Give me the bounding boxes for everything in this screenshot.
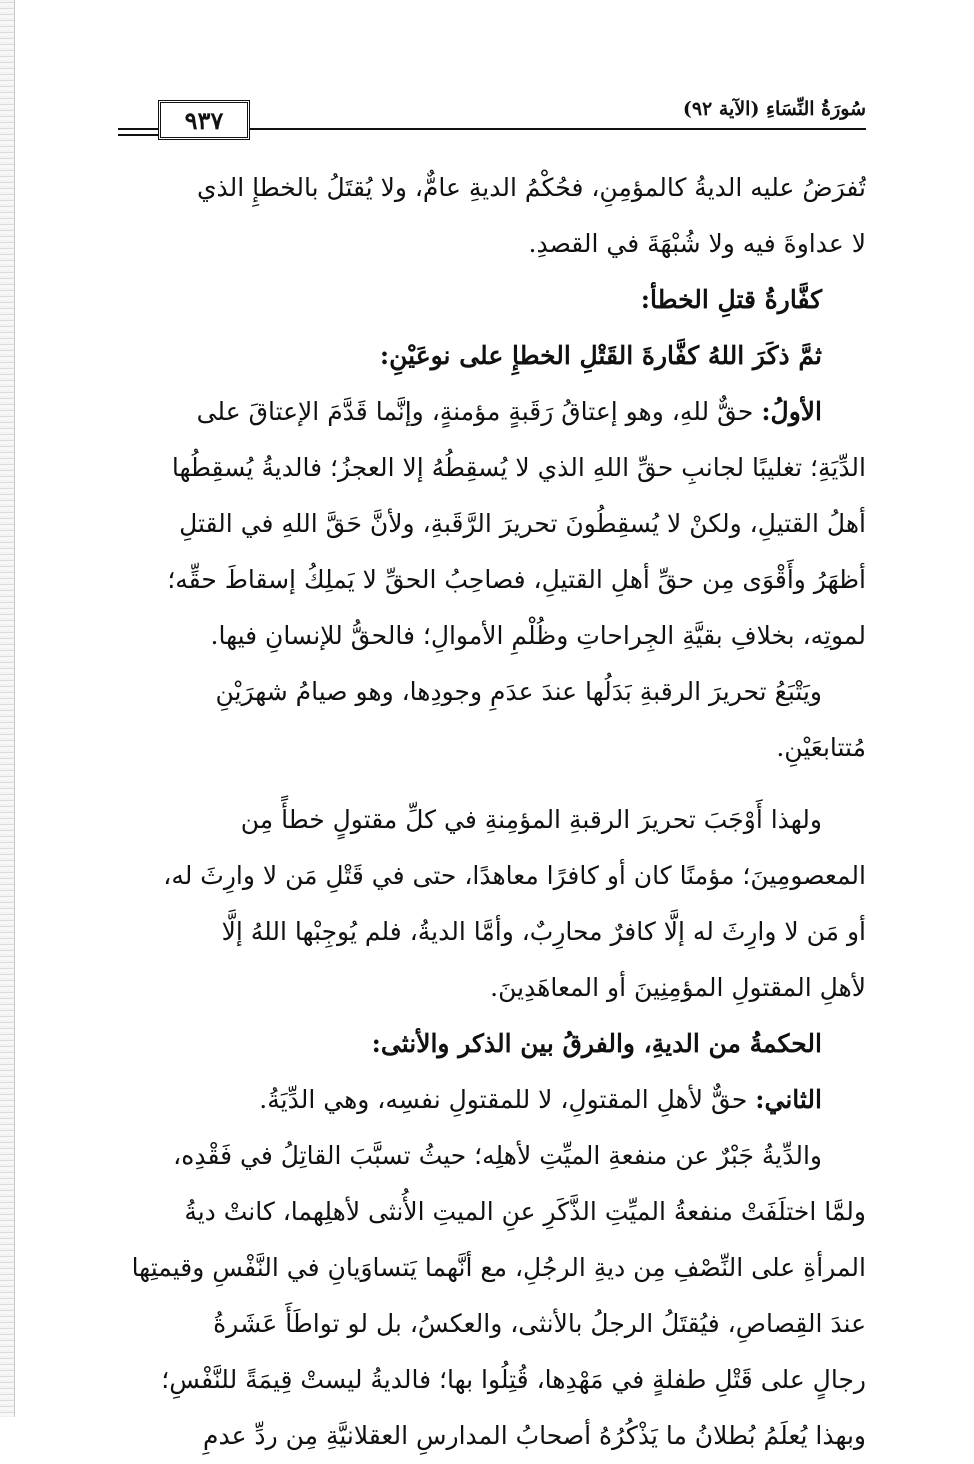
text-line: الدِّيَةِ؛ تغليبًا لجانبِ حقِّ اللهِ الذي لا يُسقِطُهُ إلا العجزُ؛ فالديةُ يُسقِطُها (171, 453, 866, 482)
text-line: المعصومِينَ؛ مؤمنًا كان أو كافرًا معاهدًا، حتى في قَتْلِ مَن لا وارِثَ له، (163, 861, 866, 890)
point-label: الأولُ: (761, 397, 822, 426)
section-heading: الحكمةُ من الديةِ، والفرقُ بين الذكر والأنثى: (371, 1029, 822, 1058)
point-text: حقٌّ لأهلِ المقتولِ، لا للمقتولِ نفسِه، وهي الدِّيَةُ. (259, 1085, 756, 1114)
text-line (118, 384, 866, 440)
point-label: الثاني: (755, 1085, 822, 1114)
text-line: ولمَّا اختلَفَتْ منفعةُ الميِّتِ الذَّكَرِ عنِ الميتِ الأُنثى لأهلِهما، كانتْ ديةُ (184, 1197, 866, 1226)
text-line: ولهذا أَوْجَبَ تحريرَ الرقبةِ المؤمِنةِ في كلِّ مقتولٍ خطأً مِن (240, 805, 822, 834)
page-header (118, 98, 866, 148)
scan-edge (0, 0, 15, 1417)
text-line: ويَتْبَعُ تحريرَ الرقبةِ بَدَلُها عندَ عدَمِ وجودِها، وهو صيامُ شهرَيْنِ (215, 677, 822, 706)
page-number-box (158, 100, 250, 140)
point-text: حقٌّ للهِ، وهو إعتاقُ رَقَبةٍ مؤمنةٍ، وإنَّما قَدَّمَ الإعتاقَ على (196, 397, 762, 426)
text-line: المرأةِ على النِّصْفِ مِن ديةِ الرجُلِ، مع أنَّهما يَتساوَيانِ في النَّفْسِ وقيمتِها (131, 1253, 866, 1282)
text-line: أو مَن لا وارِثَ له إلَّا كافرٌ محارِبٌ، وأمَّا الديةُ، فلم يُوجِبْها اللهُ إلَّا (221, 917, 866, 946)
text-line: أظهَرُ وأَقْوَى مِن حقِّ أهلِ القتيلِ، فصاحِبُ الحقِّ لا يَملِكُ إسقاطَ حقِّه؛ (167, 565, 866, 594)
section-heading: كفَّارةُ قتلِ الخطأ: (640, 285, 822, 314)
text-line: وبهذا يُعلَمُ بُطلانُ ما يَذْكُرُهُ أصحابُ المدارسِ العقلانيَّةِ مِن ردِّ عدمِ (202, 1421, 866, 1450)
text-line: عندَ القِصاصِ، فيُقتَلُ الرجلُ بالأنثى، والعكسُ، بل لو تواطَأَ عَشَرةُ (213, 1309, 866, 1338)
text-line: لموتِه، بخلافِ بقيَّةِ الجِراحاتِ وظُلْمِ الأموالِ؛ فالحقُّ للإنسانِ فيها. (210, 621, 866, 650)
text-line: لأهلِ المقتولِ المؤمِنِينَ أو المعاهَدِينَ. (490, 973, 866, 1002)
text-line: تُفرَضُ عليه الديةُ كالمؤمِنِ، فحُكْمُ الديةِ عامٌّ، ولا يُقتَلُ بالخطإِ الذي (196, 173, 866, 202)
text-line: لا عداوةَ فيه ولا شُبْهَةَ في القصدِ. (528, 229, 866, 258)
text-line: رجالٍ على قَتْلِ طفلةٍ في مَهْدِها، قُتِلُوا بها؛ فالديةُ ليستْ قِيمَةً للنَّفْسِ؛ (161, 1365, 866, 1394)
surah-title: سُورَةُ النِّسَاءِ (الآية ٩٢) (673, 98, 866, 120)
paragraph-gap (118, 776, 866, 792)
sub-heading: ثمَّ ذكَرَ اللهُ كفَّارةَ القَتْلِ الخطإِ على نوعَيْنِ: (379, 341, 822, 370)
page-body (118, 160, 866, 1464)
text-line: مُتتابعَيْنِ. (776, 733, 866, 762)
text-line (118, 1072, 866, 1128)
header-rule-short (118, 134, 158, 136)
text-line: والدِّيةُ جَبْرٌ عن منفعةِ الميِّتِ لأهلِه؛ حيثُ تسبَّبَ القاتِلُ في فَقْدِه، (173, 1141, 822, 1170)
page-number: ٩٣٧ (184, 105, 224, 135)
text-line: أهلُ القتيلِ، ولكنْ لا يُسقِطُونَ تحريرَ الرَّقَبةِ، ولأنَّ حَقَّ اللهِ في القتلِ (179, 509, 866, 538)
